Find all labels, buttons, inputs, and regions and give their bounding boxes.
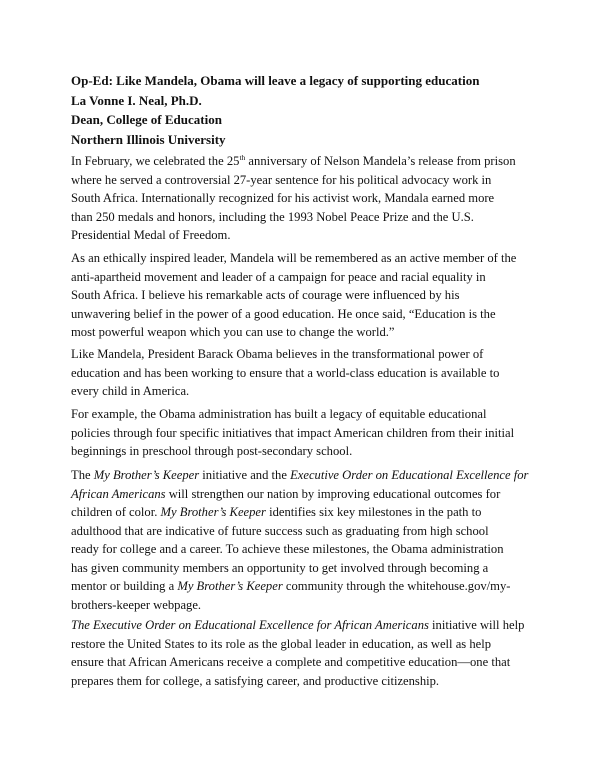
paragraph-6: [71, 616, 541, 690]
paragraph-line: than 250 medals and honors, including the 1993 Nobel Peace Prize and the U.S.: [71, 209, 474, 224]
paragraph-line: beginnings in preschool through post-secondary school.: [71, 444, 353, 458]
paragraph-1: [71, 152, 541, 245]
author-name: La Vonne I. Neal, Ph.D.: [71, 92, 202, 108]
paragraph-line: ready for college and a career. To achieve these milestones, the Obama administration: [71, 542, 504, 556]
author-institution: Northern Illinois University: [71, 131, 226, 147]
paragraph-line: children of color. My Brother’s Keeper identifies six key milestones in the path to: [71, 505, 482, 519]
paragraph-3: [71, 345, 541, 401]
paragraph-line: prepares them for college, a satisfying career, and productive citizenship.: [71, 673, 440, 688]
op-ed-title: Op-Ed: Like Mandela, Obama will leave a legacy of supporting education: [71, 73, 480, 88]
paragraph-line: where he served a controversial 27-year sentence for his political advocacy work in: [71, 172, 492, 187]
paragraph-line: Like Mandela, President Barack Obama believes in the transformational power of: [71, 347, 484, 361]
paragraph-line: The My Brother’s Keeper initiative and the Executive Order on Educational Excellence for: [71, 468, 529, 482]
paragraph-line: Presidential Medal of Freedom.: [71, 228, 231, 242]
paragraph-line: African Americans will strengthen our nation by improving educational outcomes for: [71, 486, 501, 501]
paragraph-5: [71, 466, 541, 614]
author-role: Dean, College of Education: [71, 112, 222, 127]
paragraph-line: South Africa. I believe his remarkable acts of courage were influenced by his: [71, 288, 460, 302]
paragraph-line: most powerful weapon which you can use to change the world.”: [71, 325, 395, 339]
paragraph-line: As an ethically inspired leader, Mandela will be remembered as an active member of the: [71, 251, 517, 265]
paragraph-2: [71, 249, 541, 342]
paragraph-4: [71, 405, 541, 461]
paragraph-line: mentor or building a My Brother’s Keeper community through the whitehouse.gov/my-: [71, 579, 511, 593]
paragraph-line: education and has been working to ensure that a world-class education is available to: [71, 365, 500, 380]
paragraph-line: adulthood that are indicative of future success such as graduating from high school: [71, 523, 489, 538]
paragraph-line: restore the United States to its role as the global leader in education, as well as help: [71, 636, 492, 651]
paragraph-line: For example, the Obama administration has built a legacy of equitable educational: [71, 407, 487, 421]
paragraph-line: anti-apartheid movement and leader of a campaign for peace and racial equality in: [71, 269, 486, 284]
paragraph-line: South Africa. Internationally recognized for his activist work, Mandala earned more: [71, 191, 495, 205]
paragraph-line: The Executive Order on Educational Excellence for African Americans initiative will help: [71, 618, 525, 632]
paragraph-line: has given community members an opportunity to get involved through becoming a: [71, 560, 489, 575]
paragraph-line: policies through four specific initiatives that impact American children from their initial: [71, 425, 515, 440]
paragraph-line: In February, we celebrated the 25th anniversary of Nelson Mandela’s release from prison: [71, 153, 516, 168]
paragraph-line: every child in America.: [71, 384, 190, 398]
paragraph-line: ensure that African Americans receive a complete and competitive education—one that: [71, 655, 511, 669]
op-ed-heading: [71, 71, 541, 149]
paragraph-line: brothers-keeper webpage.: [71, 597, 202, 612]
ordinal-superscript: th: [239, 153, 246, 162]
paragraph-line: unwavering belief in the power of a good education. He once said, “Education is the: [71, 306, 496, 321]
